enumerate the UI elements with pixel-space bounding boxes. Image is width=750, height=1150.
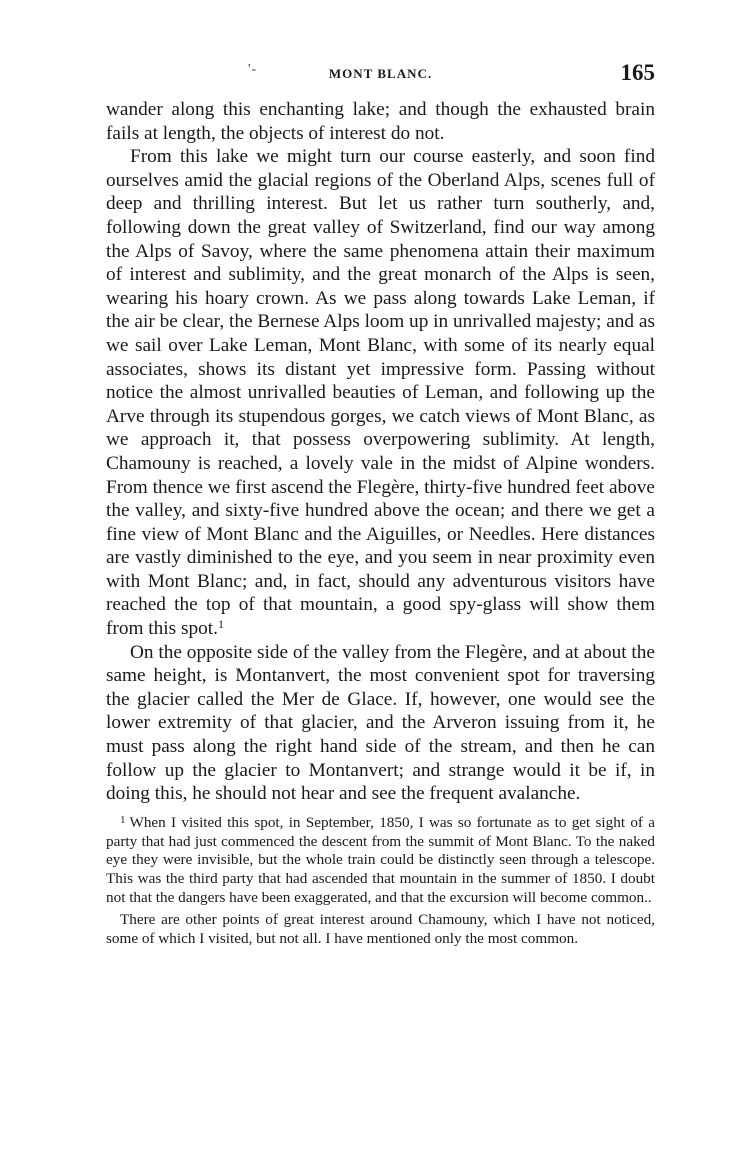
- footnote-reference: 1: [217, 617, 224, 632]
- body-text: [106, 98, 655, 806]
- paragraph-text: wander along this enchanting lake; and though the exhausted brain fails at length, the objects of interest do not.: [106, 99, 655, 144]
- page-number: 165: [620, 60, 655, 85]
- footnote: [106, 911, 655, 949]
- footnotes: [106, 814, 655, 949]
- running-head: MONT BLANC.: [328, 66, 433, 81]
- page-header: [106, 60, 655, 90]
- footnote-text: There are other points of great interest around Chamouny, which I have not noticed, some of which I visited, but not all. I have mentioned only the most common.: [106, 910, 655, 947]
- paragraph: [106, 98, 655, 145]
- header-mark: '-: [248, 62, 258, 77]
- book-page: [106, 60, 655, 948]
- footnote-text: When I visited this spot, in September, 1850, I was so fortunate as to get sight of a party that had just commenced the descent from the summit of Mont Blanc. To the naked eye they were invisible, but the whole train could be distinctly seen through a telescope. This was the third party that had ascended that mountain in the summer of 1850. I doubt not that the dangers have been exaggerated, and that the excursion will become common..: [106, 813, 655, 906]
- paragraph-text: On the opposite side of the valley from the Flegère, and at about the same height, is Montanvert, the most convenient spot for traversing the glacier called the Mer de Glace. If, however, one would see the lower extremity of that glacier, and the Arveron issuing from it, he must pass along the right hand side of the stream, and then he can follow up the glacier to Montanvert; and strange would it be if, in doing this, he should not hear and see the frequent avalanche.: [106, 641, 655, 805]
- footnote: [106, 814, 655, 908]
- paragraph: [106, 145, 655, 640]
- paragraph-text: From this lake we might turn our course easterly, and soon find ourselves amid the glacial regions of the Oberland Alps, scenes full of deep and thrilling interest. But let us rather turn southerly, and, following down the great valley of Switzerland, find our way among the Alps of Savoy, where the same phenomena attain their maximum of interest and sublimity, and the great monarch of the Alps is seen, wearing his hoary crown. As we pass along towards Lake Leman, if the air be clear, the Bernese Alps loom up in unrivalled majesty; and as we sail over Lake Leman, Mont Blanc, with some of its nearly equal associates, shows its distant yet impressive form. Passing without notice the almost unrivalled beauties of Leman, and following up the Arve through its stupendous gorges, we catch views of Mont Blanc, as we approach it, that possess overpowering sublimity. At length, Chamouny is reached, a lovely vale in the midst of Alpine wonders. From thence we first ascend the Flegère, thirty-five hundred feet above the valley, and sixty-five hundred above the ocean; and there we get a fine view of Mont Blanc and the Aiguilles, or Needles. Here distances are vastly diminished to the eye, and you seem in near proximity even with Mont Blanc; and, in fact, should any adventurous visitors have reached the top of that mountain, a good spy-glass will show them from this spot.: [106, 146, 655, 640]
- footnote-mark: 1: [120, 813, 126, 826]
- paragraph: [106, 641, 655, 806]
